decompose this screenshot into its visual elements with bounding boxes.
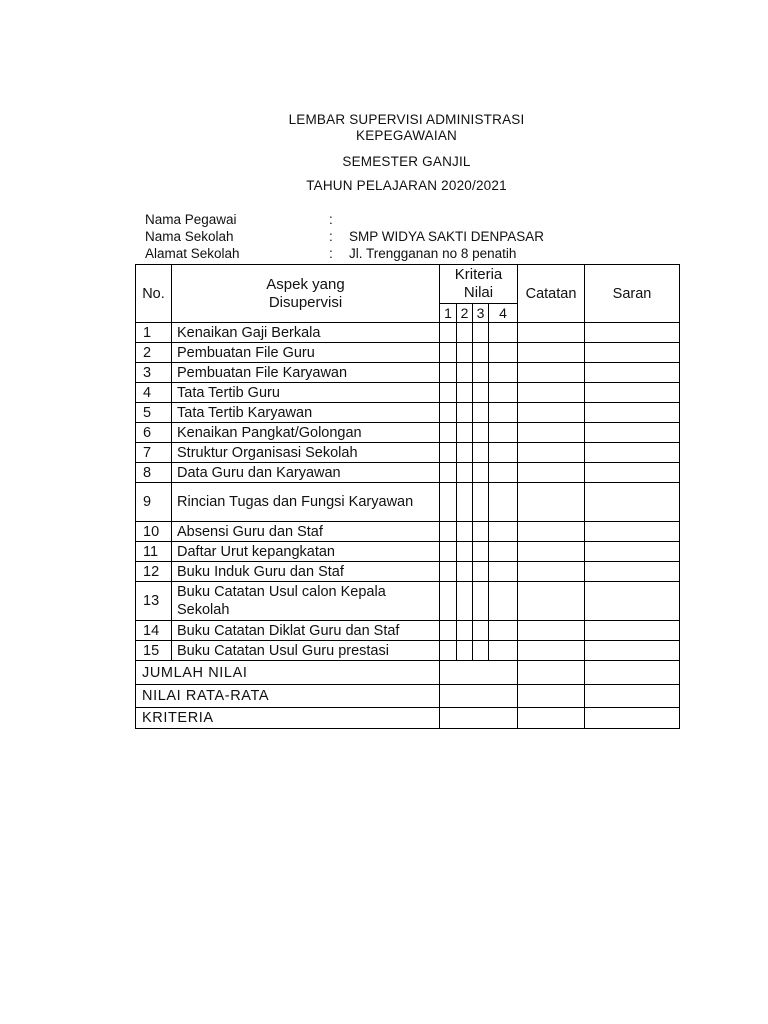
summary-saran-cell[interactable] xyxy=(585,708,680,729)
row-aspek: Buku Induk Guru dan Staf xyxy=(172,562,440,582)
catatan-cell[interactable] xyxy=(518,343,585,363)
score-cell[interactable] xyxy=(440,641,457,661)
summary-score-cell[interactable] xyxy=(440,708,518,729)
score-cell[interactable] xyxy=(473,483,489,522)
saran-cell[interactable] xyxy=(585,542,680,562)
header-aspek xyxy=(172,265,440,323)
score-cell[interactable] xyxy=(473,562,489,582)
row-aspek: Data Guru dan Karyawan xyxy=(172,463,440,483)
header-no: No. xyxy=(136,265,172,323)
score-cell[interactable] xyxy=(473,323,489,343)
catatan-cell[interactable] xyxy=(518,423,585,443)
saran-cell[interactable] xyxy=(585,383,680,403)
row-number: 13 xyxy=(136,582,172,621)
table-row xyxy=(136,483,680,522)
score-cell[interactable] xyxy=(489,323,518,343)
header-kriteria-line2: Nilai xyxy=(463,284,494,301)
row-aspek: Kenaikan Gaji Berkala xyxy=(172,323,440,343)
score-cell[interactable] xyxy=(489,582,518,621)
score-cell[interactable] xyxy=(473,542,489,562)
saran-cell[interactable] xyxy=(585,423,680,443)
row-number: 10 xyxy=(136,522,172,542)
table-row xyxy=(136,383,680,403)
row-number: 5 xyxy=(136,403,172,423)
summary-row-jumlah-nilai xyxy=(136,661,680,685)
info-colon: : xyxy=(329,212,333,227)
table-row xyxy=(136,363,680,383)
summary-label: JUMLAH NILAI xyxy=(136,661,440,685)
summary-label: KRITERIA xyxy=(136,708,440,729)
row-number: 14 xyxy=(136,621,172,641)
score-cell[interactable] xyxy=(473,343,489,363)
score-cell[interactable] xyxy=(457,562,473,582)
table-row xyxy=(136,463,680,483)
score-cell[interactable] xyxy=(457,621,473,641)
score-cell[interactable] xyxy=(440,423,457,443)
row-number: 15 xyxy=(136,641,172,661)
catatan-cell[interactable] xyxy=(518,443,585,463)
row-number: 12 xyxy=(136,562,172,582)
row-number: 3 xyxy=(136,363,172,383)
saran-cell[interactable] xyxy=(585,562,680,582)
info-colon: : xyxy=(329,229,333,244)
score-cell[interactable] xyxy=(489,343,518,363)
row-aspek: Struktur Organisasi Sekolah xyxy=(172,443,440,463)
row-aspek: Buku Catatan Usul Guru prestasi xyxy=(172,641,440,661)
score-cell[interactable] xyxy=(489,621,518,641)
table-row xyxy=(136,542,680,562)
table-row xyxy=(136,403,680,423)
row-number: 8 xyxy=(136,463,172,483)
table-row xyxy=(136,522,680,542)
score-cell[interactable] xyxy=(473,363,489,383)
score-cell[interactable] xyxy=(473,403,489,423)
summary-catatan-cell[interactable] xyxy=(518,685,585,708)
score-cell[interactable] xyxy=(473,463,489,483)
summary-saran-cell[interactable] xyxy=(585,661,680,685)
saran-cell[interactable] xyxy=(585,443,680,463)
score-cell[interactable] xyxy=(457,343,473,363)
score-cell[interactable] xyxy=(473,621,489,641)
catatan-cell[interactable] xyxy=(518,363,585,383)
score-cell[interactable] xyxy=(440,562,457,582)
header-kriteria xyxy=(440,265,518,304)
row-aspek: Rincian Tugas dan Fungsi Karyawan xyxy=(172,483,440,522)
score-cell[interactable] xyxy=(440,522,457,542)
score-cell[interactable] xyxy=(473,423,489,443)
row-number: 1 xyxy=(136,323,172,343)
row-aspek: Daftar Urut kepangkatan xyxy=(172,542,440,562)
score-cell[interactable] xyxy=(489,443,518,463)
row-number: 2 xyxy=(136,343,172,363)
score-cell[interactable] xyxy=(457,423,473,443)
row-number: 11 xyxy=(136,542,172,562)
row-aspek: Tata Tertib Guru xyxy=(172,383,440,403)
row-number: 7 xyxy=(136,443,172,463)
score-header-3: 3 xyxy=(473,304,489,323)
score-header-4: 4 xyxy=(489,304,518,323)
table-row xyxy=(136,582,680,621)
row-aspek: Absensi Guru dan Staf xyxy=(172,522,440,542)
info-colon: : xyxy=(329,246,333,261)
saran-cell[interactable] xyxy=(585,522,680,542)
score-cell[interactable] xyxy=(457,582,473,621)
header-aspek-line2: Disupervisi xyxy=(268,293,343,311)
score-cell[interactable] xyxy=(473,522,489,542)
summary-catatan-cell[interactable] xyxy=(518,661,585,685)
score-cell[interactable] xyxy=(489,423,518,443)
saran-cell[interactable] xyxy=(585,363,680,383)
score-cell[interactable] xyxy=(489,641,518,661)
title-line-1: LEMBAR SUPERVISI ADMINISTRASI xyxy=(288,112,525,127)
header-aspek-line1: Aspek yang xyxy=(266,275,345,293)
score-cell[interactable] xyxy=(440,621,457,641)
saran-cell[interactable] xyxy=(585,323,680,343)
saran-cell[interactable] xyxy=(585,621,680,641)
score-cell[interactable] xyxy=(457,363,473,383)
header-catatan: Catatan xyxy=(518,265,585,323)
score-cell[interactable] xyxy=(457,542,473,562)
summary-score-cell[interactable] xyxy=(440,685,518,708)
score-cell[interactable] xyxy=(473,641,489,661)
catatan-cell[interactable] xyxy=(518,542,585,562)
row-aspek: Tata Tertib Karyawan xyxy=(172,403,440,423)
catatan-cell[interactable] xyxy=(518,403,585,423)
info-value: SMP WIDYA SAKTI DENPASAR xyxy=(349,229,545,244)
table-row xyxy=(136,323,680,343)
score-cell[interactable] xyxy=(457,403,473,423)
row-aspek: Buku Catatan Diklat Guru dan Staf xyxy=(172,621,440,641)
score-cell[interactable] xyxy=(440,463,457,483)
table-row xyxy=(136,443,680,463)
catatan-cell[interactable] xyxy=(518,383,585,403)
score-cell[interactable] xyxy=(489,483,518,522)
summary-label: NILAI RATA-RATA xyxy=(136,685,440,708)
row-number: 9 xyxy=(136,483,172,522)
summary-score-cell[interactable] xyxy=(440,661,518,685)
saran-cell[interactable] xyxy=(585,403,680,423)
score-cell[interactable] xyxy=(457,483,473,522)
row-number: 4 xyxy=(136,383,172,403)
saran-cell[interactable] xyxy=(585,641,680,661)
table-row xyxy=(136,423,680,443)
score-cell[interactable] xyxy=(489,562,518,582)
score-cell[interactable] xyxy=(440,383,457,403)
title-line-2: KEPEGAWAIAN xyxy=(356,128,457,143)
saran-cell[interactable] xyxy=(585,582,680,621)
summary-row-kriteria xyxy=(136,708,680,729)
catatan-cell[interactable] xyxy=(518,483,585,522)
table-row xyxy=(136,641,680,661)
score-cell[interactable] xyxy=(457,383,473,403)
row-aspek: Buku Catatan Usul calon Kepala Sekolah xyxy=(172,582,440,621)
score-cell[interactable] xyxy=(440,483,457,522)
catatan-cell[interactable] xyxy=(518,582,585,621)
row-number: 6 xyxy=(136,423,172,443)
catatan-cell[interactable] xyxy=(518,323,585,343)
table-row xyxy=(136,343,680,363)
row-aspek: Pembuatan File Karyawan xyxy=(172,363,440,383)
header-kriteria-line1: Kriteria xyxy=(454,266,503,283)
table-row xyxy=(136,621,680,641)
score-cell[interactable] xyxy=(457,522,473,542)
saran-cell[interactable] xyxy=(585,343,680,363)
catatan-cell[interactable] xyxy=(518,621,585,641)
catatan-cell[interactable] xyxy=(518,522,585,542)
info-label: Nama Sekolah xyxy=(145,229,234,244)
score-cell[interactable] xyxy=(440,443,457,463)
info-label: Alamat Sekolah xyxy=(145,246,240,261)
catatan-cell[interactable] xyxy=(518,463,585,483)
score-cell[interactable] xyxy=(489,463,518,483)
score-cell[interactable] xyxy=(489,403,518,423)
row-aspek: Pembuatan File Guru xyxy=(172,343,440,363)
catatan-cell[interactable] xyxy=(518,641,585,661)
info-label: Nama Pegawai xyxy=(145,212,237,227)
table-row xyxy=(136,562,680,582)
score-cell[interactable] xyxy=(489,522,518,542)
score-cell[interactable] xyxy=(440,542,457,562)
score-cell[interactable] xyxy=(440,403,457,423)
saran-cell[interactable] xyxy=(585,483,680,522)
score-cell[interactable] xyxy=(457,443,473,463)
summary-row-nilai-rata-rata xyxy=(136,685,680,708)
score-header-1: 1 xyxy=(440,304,457,323)
score-cell[interactable] xyxy=(457,641,473,661)
score-cell[interactable] xyxy=(440,582,457,621)
catatan-cell[interactable] xyxy=(518,562,585,582)
summary-saran-cell[interactable] xyxy=(585,685,680,708)
score-cell[interactable] xyxy=(473,383,489,403)
score-header-2: 2 xyxy=(457,304,473,323)
score-cell[interactable] xyxy=(440,323,457,343)
academic-year-label: TAHUN PELAJARAN 2020/2021 xyxy=(306,178,507,193)
score-cell[interactable] xyxy=(489,542,518,562)
info-value: Jl. Trengganan no 8 penatih xyxy=(349,246,517,261)
semester-label: SEMESTER GANJIL xyxy=(342,154,471,169)
score-cell[interactable] xyxy=(489,383,518,403)
row-aspek: Kenaikan Pangkat/Golongan xyxy=(172,423,440,443)
header-saran: Saran xyxy=(585,265,680,323)
score-cell[interactable] xyxy=(457,463,473,483)
score-cell[interactable] xyxy=(440,363,457,383)
score-cell[interactable] xyxy=(489,363,518,383)
score-cell[interactable] xyxy=(457,323,473,343)
saran-cell[interactable] xyxy=(585,463,680,483)
summary-catatan-cell[interactable] xyxy=(518,708,585,729)
score-cell[interactable] xyxy=(473,582,489,621)
supervision-table xyxy=(135,264,680,729)
score-cell[interactable] xyxy=(473,443,489,463)
score-cell[interactable] xyxy=(440,343,457,363)
